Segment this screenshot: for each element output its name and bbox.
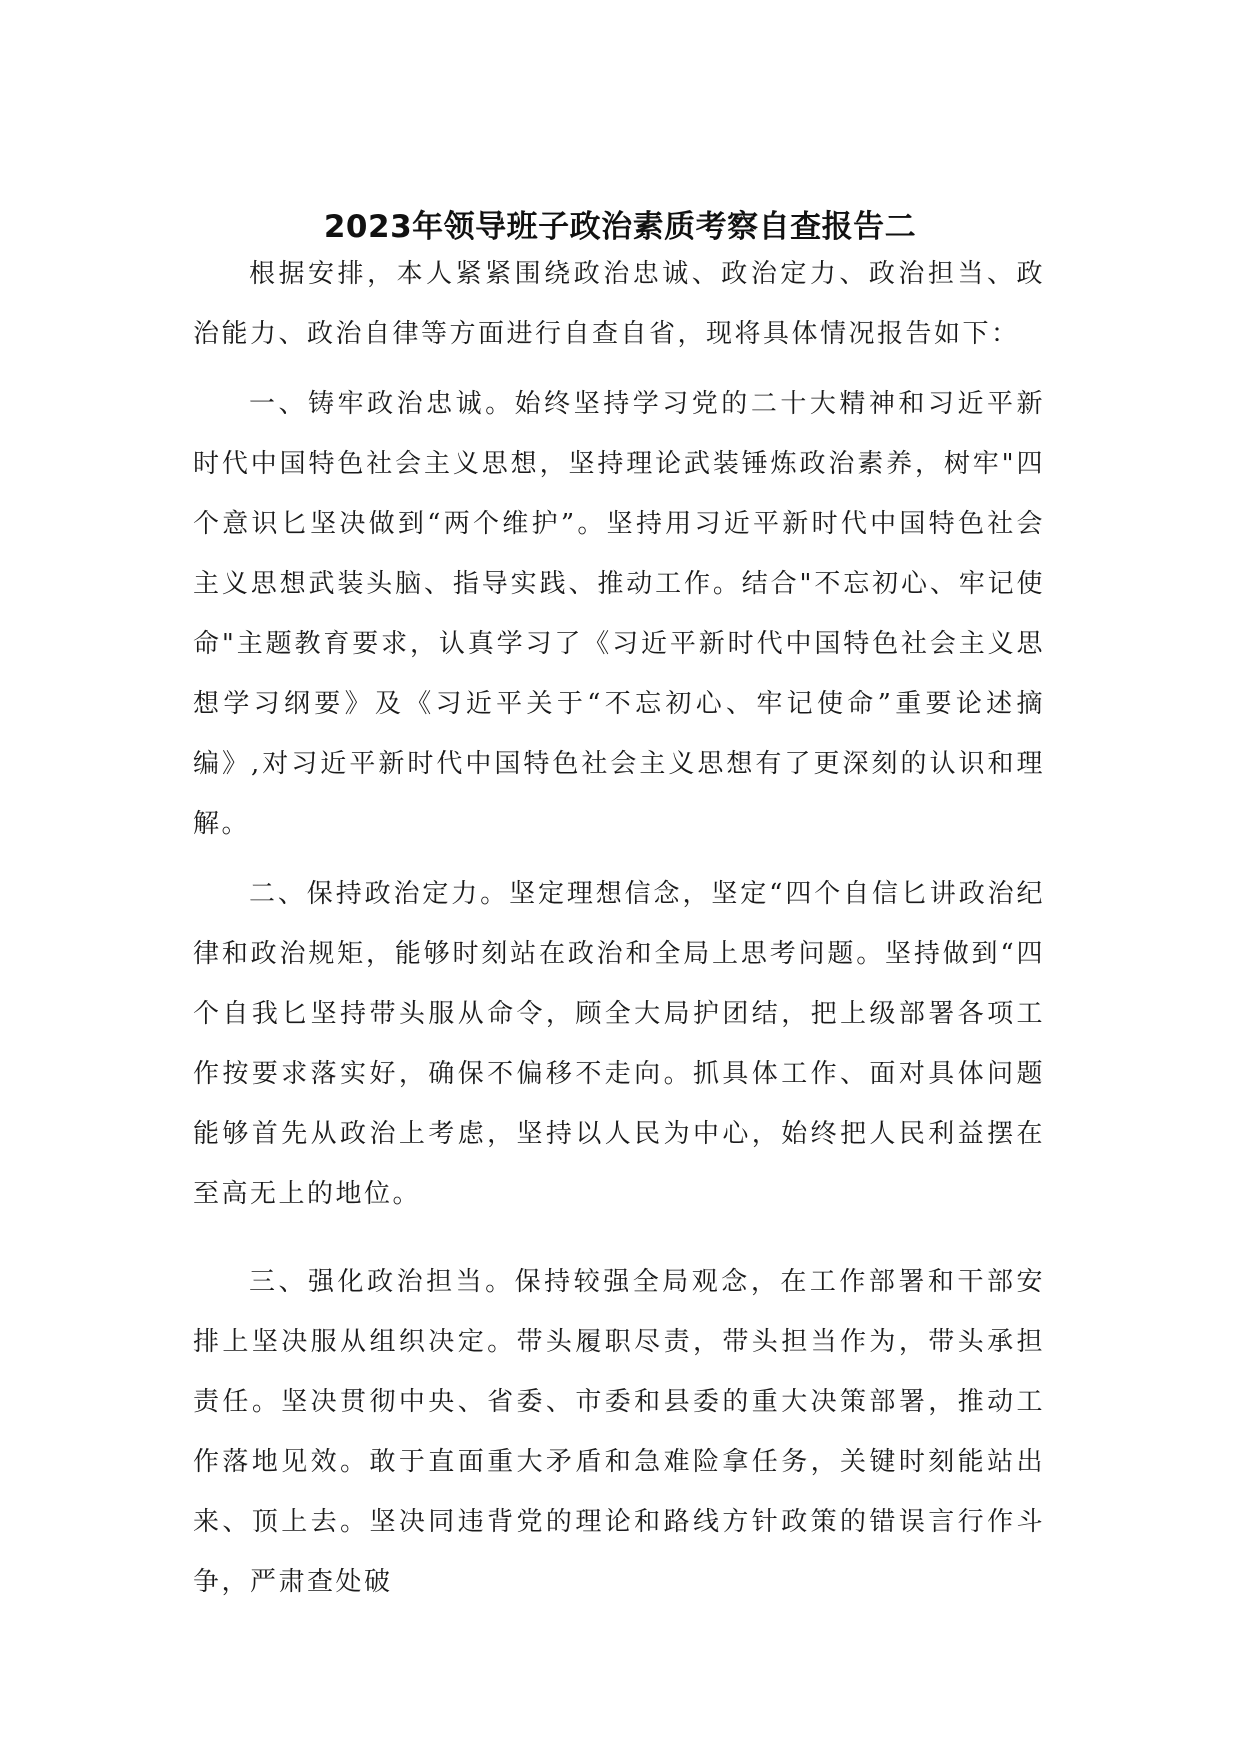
section-2-paragraph: 二、保持政治定力。坚定理想信念，坚定“四个自信匕讲政治纪律和政治规矩，能够时刻站在政治和全局上思考问题。坚持做到“四个自我匕坚持带头服从命令，顾全大局护团结，把上级部署各项工作按要求落实好，确保不偏移不走向。抓具体工作、面对具体问题能够首先从政治上考虑，坚持以人民为中心，始终把人民利益摆在至高无上的地位。: [193, 879, 1045, 1209]
document-title: 2023年领导班子政治素质考察自查报告二: [323, 208, 917, 245]
section-1-paragraph: 一、铸牢政治忠诚。始终坚持学习党的二十大精神和习近平新时代中国特色社会主义思想，坚持理论武装锤炼政治素养，树牢"四个意识匕坚决做到“两个维护”。坚持用习近平新时代中国特色社会主义思想武装头脑、指导实践、推动工作。结合"不忘初心、牢记使命"主题教育要求，认真学习了《习近平新时代中国特色社会主义思想学习纲要》及《习近平关于“不忘初心、牢记使命”重要论述摘编》,对习近平新时代中国特色社会主义思想有了更深刻的认识和理解。: [193, 389, 1045, 839]
intro-paragraph: 根据安排，本人紧紧围绕政治忠诚、政治定力、政治担当、政治能力、政治自律等方面进行自查自省，现将具体情况报告如下：: [193, 259, 1045, 349]
document-body: [193, 244, 1045, 1612]
section-3-paragraph: 三、强化政治担当。保持较强全局观念，在工作部署和干部安排上坚决服从组织决定。带头履职尽责，带头担当作为，带头承担责任。坚决贯彻中央、省委、市委和县委的重大决策部署，推动工作落地见效。敢于直面重大矛盾和急难险拿任务，关键时刻能站出来、顶上去。坚决同违背党的理论和路线方针政策的错误言行作斗争，严肃查处破: [193, 1267, 1045, 1597]
